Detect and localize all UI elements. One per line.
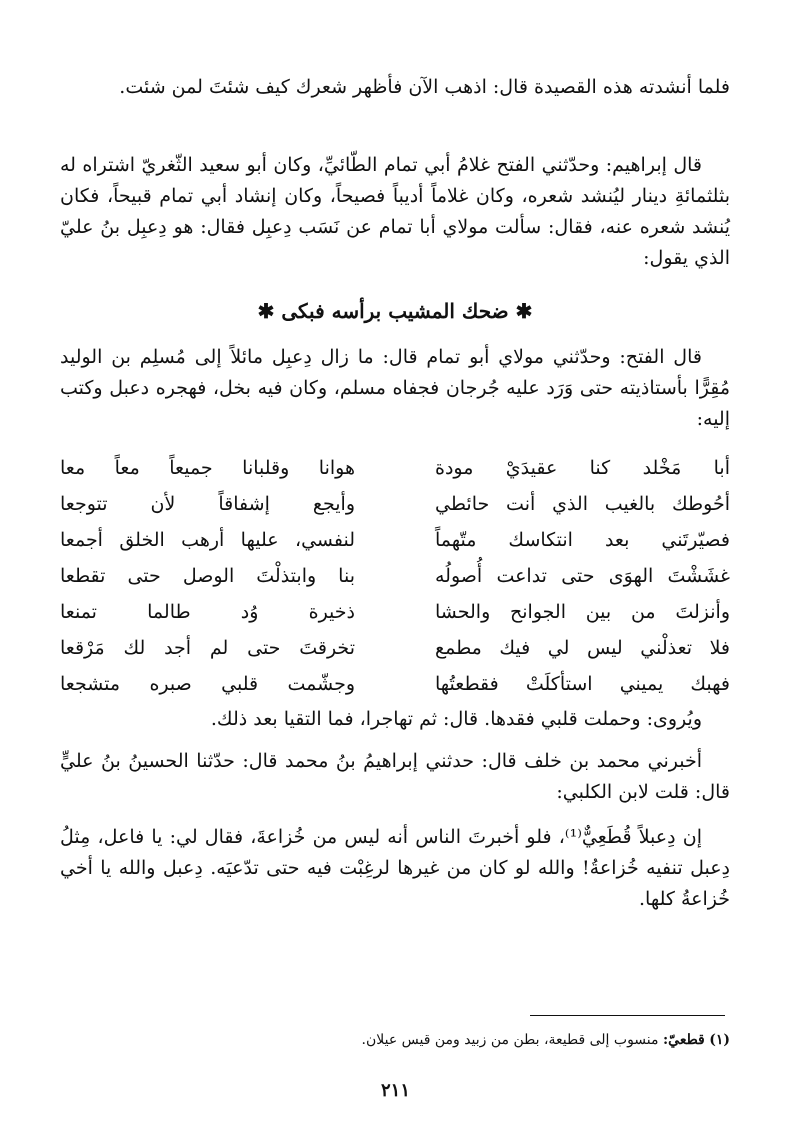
poem-hemistich-second: لنفسي، عليها أرهب الخلق أجمعا xyxy=(60,529,355,551)
poem-hemistich-second: بنا وابتذلْتَ الوصل حتى تقطعا xyxy=(60,565,355,587)
footnote-divider xyxy=(530,1015,725,1016)
poem-incipit: ✱ ضحك المشيب برأسه فبكى ✱ xyxy=(257,299,533,323)
poem-verse xyxy=(60,666,730,702)
footnote-text: منسوب إلى قطيعة، بطن من زبيد ومن قيس عيلان. xyxy=(361,1032,659,1048)
paragraph-4: ويُروى: وحملت قلبي فقدها. قال: ثم تهاجرا، فما التقيا بعد ذلك. xyxy=(210,708,702,730)
poem-verse xyxy=(60,522,730,558)
paragraph-6: إن دِعبلاً قُطَعِيٌّ⁽¹⁾، فلو أخبرتَ الناس أنه ليس من خُزاعةَ، فقال لي: يا فاعل، مِثلُ دِعبل تنفيه خُزاعةُ! والله لو كان من غيرها لرغِبْت فيه حتى تدّعيَه. دِعبل والله يا أخي خُزاعةُ كلها. xyxy=(60,826,730,910)
paragraph-5: أخبرني محمد بن خلف قال: حدثني إبراهيمُ بنُ محمد قال: حدّثنا الحسينُ بنُ عليٍّ قال: قلت لابن الكلبي: xyxy=(60,750,730,803)
poem-hemistich-first: أبا مَخْلد كنا عقيدَيْ مودة xyxy=(435,457,730,479)
poem-hemistich-first: وأنزلتَ من بين الجوانح والحشا xyxy=(435,601,730,623)
poem-verse xyxy=(60,486,730,522)
footnote-marker: (١) xyxy=(709,1032,730,1048)
poem-hemistich-first: أحُوطك بالغيب الذي أنت حائطي xyxy=(435,493,730,515)
poem-verse xyxy=(60,594,730,630)
footnote xyxy=(200,1032,730,1048)
footnote-term: قطعيّ: xyxy=(662,1032,705,1048)
poem-hemistich-first: فصيّرتَني بعد انتكاسك متّهماً xyxy=(435,529,730,551)
page-number: ٢١١ xyxy=(380,1080,410,1101)
poem-hemistich-first: غشَشْتَ الهوَى حتى تداعت أُصولُه xyxy=(435,565,730,587)
paragraph-1: فلما أنشدته هذه القصيدة قال: اذهب الآن فأظهر شعرك كيف شئتَ لمن شئت. xyxy=(119,76,730,98)
poem-hemistich-first: فهبك يميني استأكلَتْ فقطعتُها xyxy=(435,673,730,695)
poem-hemistich-second: وأيجع إشفاقاً لأن تتوجعا xyxy=(60,493,355,515)
poem-verse xyxy=(60,450,730,486)
poem-hemistich-second: وجشّمت قلبي صبره متشجعا xyxy=(60,673,355,695)
paragraph-3: قال الفتح: وحدّثني مولاي أبو تمام قال: ما زال دِعبِل مائلاً إلى مُسلِم بن الوليد مُقِرًّا بأستاذيته حتى وَرَد عليه جُرجان فجفاه مسلم، وكان فيه بخل، فهجره دعبل وكتب إليه: xyxy=(60,346,730,430)
poem-hemistich-second: هوانا وقلبانا جميعاً معاً معا xyxy=(60,457,355,479)
paragraph-2: قال إبراهيم: وحدّثني الفتح غلامُ أبي تمام الطّائيِّ، وكان أبو سعيد الثّغريّ اشتراه له بثلثمائةِ دينار ليُنشد شعره، وكان غلاماً أديباً فصيحاً، وكان إنشاد أبي تمام قبيحاً، فكان يُنشد شعره عنه، فقال: سألت مولاي أبا تمام عن نَسَب دِعبِل فقال: هو دِعبِل بنُ عليّ الذي يقول: xyxy=(60,154,730,269)
poem-hemistich-second: تخرقتَ حتى لم أجد لك مَرْقعا xyxy=(60,637,355,659)
poem xyxy=(60,450,730,702)
poem-verse xyxy=(60,630,730,666)
poem-verse xyxy=(60,558,730,594)
poem-hemistich-second: ذخيرة وُد طالما تمنعا xyxy=(60,601,355,623)
poem-hemistich-first: فلا تعذلْني ليس لي فيك مطمع xyxy=(435,637,730,659)
